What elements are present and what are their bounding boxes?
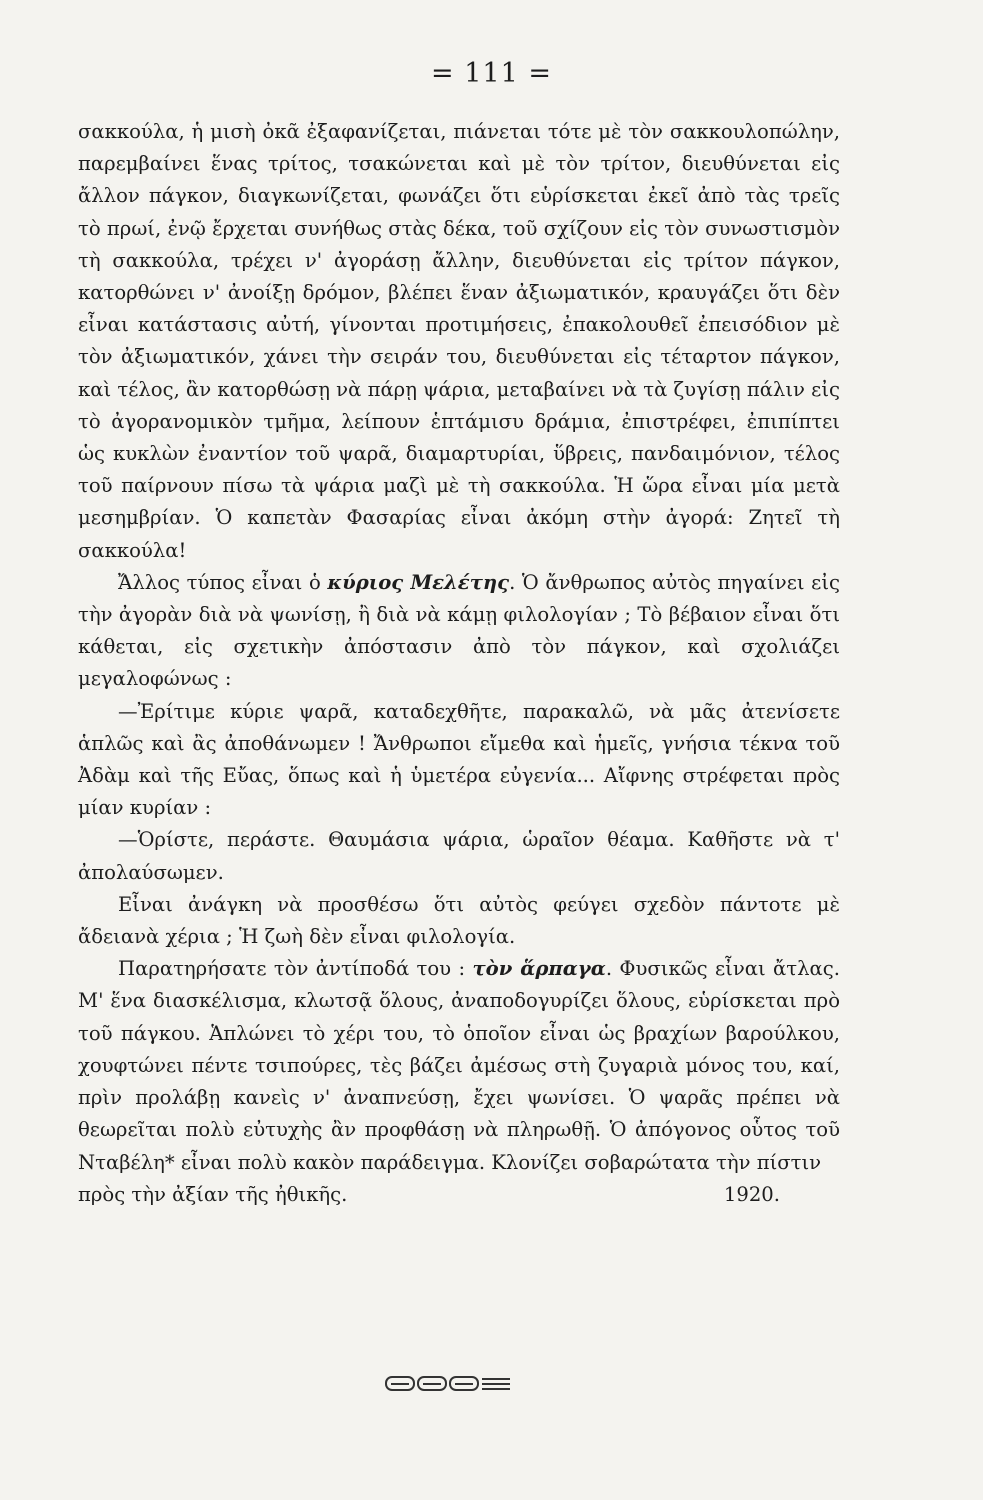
paragraph-6-start: Παρατηρήσατε τὸν ἀντίποδά του : xyxy=(118,957,473,981)
paragraph-6-rest: . Φυσικῶς εἶναι ἄτλας. Μ' ἕνα διασκέλισμα, κλωτσᾷ ὅλους, ἀναποδογυρίζει ὅλους, εὑρίσκεται πρὸ τοῦ πάγκου. Ἁπλώνει τὸ χέρι του, τὸ ὁποῖον εἶναι ὡς βραχίων βαρούλκου, χουφτώνει πέντε τσιπούρες, τὲς βάζει ἀμέσως στὴ ζυγαριὰ μόνος του, καί, πρὶν προλάβῃ κανεὶς ν' ἀναπνεύσῃ, ἔχει ψωνίσει. Ὁ ψαρᾶς πρέπει νὰ θεωρεῖται πολὺ εὐτυχὴς ἂν προφθάσῃ νὰ πληρωθῇ. Ὁ ἀπόγονος οὗτος τοῦ Νταβέλη* εἶναι πολὺ κακὸν παράδειγμα. Κλονίζει σοβαρώτατα τὴν πίστιν xyxy=(78,957,840,1174)
ornament-rule-icon xyxy=(383,1372,513,1396)
paragraph-1: σακκούλα, ἡ μισὴ ὀκᾶ ἐξαφανίζεται, πιάνεται τότε μὲ τὸν σακκουλοπώλην, παρεμβαίνει ἕνας τρίτος, τσακώνεται καὶ μὲ τὸν τρίτον, διευθύνεται εἰς ἄλλον πάγκον, διαγκωνίζεται, φωνάζει ὅτι εὑρίσκεται ἐκεῖ ἀπὸ τὰς τρεῖς τὸ πρωί, ἐνῷ ἔρχεται συνήθως στὰς δέκα, τοῦ σχίζουν εἰς τὸν συνωστισμὸν τὴ σακκούλα, τρέχει ν' ἀγοράσῃ ἄλλην, διευθύνεται εἰς τρίτον πάγκον, κατορθώνει ν' ἀνοίξῃ δρόμον, βλέπει ἕναν ἀξιωματικόν, κραυγάζει ὅτι δὲν εἶναι κατάστασις αὐτή, γίνονται προτιμήσεις, ἐπακολουθεῖ ἐπεισόδιον μὲ τὸν ἀξιωματικόν, χάνει τὴν σειράν του, διευθύνεται εἰς τέταρτον πάγκον, καὶ τέλος, ἂν κατορθώσῃ νὰ πάρῃ ψάρια, μεταβαίνει νὰ τὰ ζυγίσῃ πάλιν εἰς τὸ ἀγορανομικὸν τμῆμα, λείπουν ἑπτάμισυ δράμια, ἐπιστρέφει, ἐπιπίπτει ὡς κυκλὼν ἐναντίον τοῦ ψαρᾶ, διαμαρτυρίαι, ὕβρεις, πανδαιμόνιον, τέλος τοῦ παίρνουν πίσω τὰ ψάρια μαζὶ μὲ τὴ σακκούλα. Ἡ ὥρα εἶναι μία μετὰ μεσημβρίαν. Ὁ καπετὰν Φασαρίας εἶναι ἀκόμη στὴν ἀγορά: Ζητεῖ τὴ σακκούλα! xyxy=(78,120,840,562)
paragraph-6 xyxy=(78,953,840,1178)
paragraph-3: —Ἐρίτιμε κύριε ψαρᾶ, καταδεχθῆτε, παρακαλῶ, νὰ μᾶς ἀτενίσετε ἁπλῶς καὶ ἂς ἀποθάνωμεν ! Ἄνθρωποι εἴμεθα καὶ ἡμεῖς, γνήσια τέκνα τοῦ Ἀδὰμ καὶ τῆς Εὔας, ὅπως καὶ ἡ ὑμετέρα εὐγενία... Αἴφνης στρέφεται πρὸς μίαν κυρίαν : xyxy=(78,699,840,820)
paragraph-2-start: Ἄλλος τύπος εἶναι ὁ xyxy=(118,570,328,594)
paragraph-4: —Ὁρίστε, περάστε. Θαυμάσια ψάρια, ὡραῖον θέαμα. Καθῆστε νὰ τ' ἀπολαύσωμεν. xyxy=(78,828,840,884)
paragraph-2-rest: . Ὁ ἄνθρωπος αὐτὸς πηγαίνει εἰς τὴν ἀγορὰν διὰ νὰ ψωνίσῃ, ἢ διὰ νὰ κάμῃ φιλολογίαν ; Τὸ βέβαιον εἶναι ὅτι κάθεται, εἰς σχετικὴν ἀπόστασιν ἀπὸ τὸν πάγκον, καὶ σχολιάζει μεγαλοφώνως : xyxy=(78,570,840,691)
emphasis-kyrios-meletis: κύριος Μελέτης xyxy=(327,570,510,594)
page-number: = 111 = xyxy=(431,58,552,89)
year-date: 1920. xyxy=(723,1182,780,1206)
body-text xyxy=(78,116,840,1211)
paragraph-5: Εἶναι ἀνάγκη νὰ προσθέσω ὅτι αὐτὸς φεύγει σχεδὸν πάντοτε μὲ ἄδειανὰ χέρια ; Ἡ ζωὴ δὲν εἶναι φιλολογία. xyxy=(78,892,840,949)
closing-text: πρὸς τὴν ἀξίαν τῆς ἠθικῆς. xyxy=(78,1182,348,1206)
emphasis-ton-arpaga: τὸν ἅρπαγα xyxy=(472,957,606,981)
closing-line xyxy=(78,1179,840,1211)
paragraph-2 xyxy=(78,567,840,696)
